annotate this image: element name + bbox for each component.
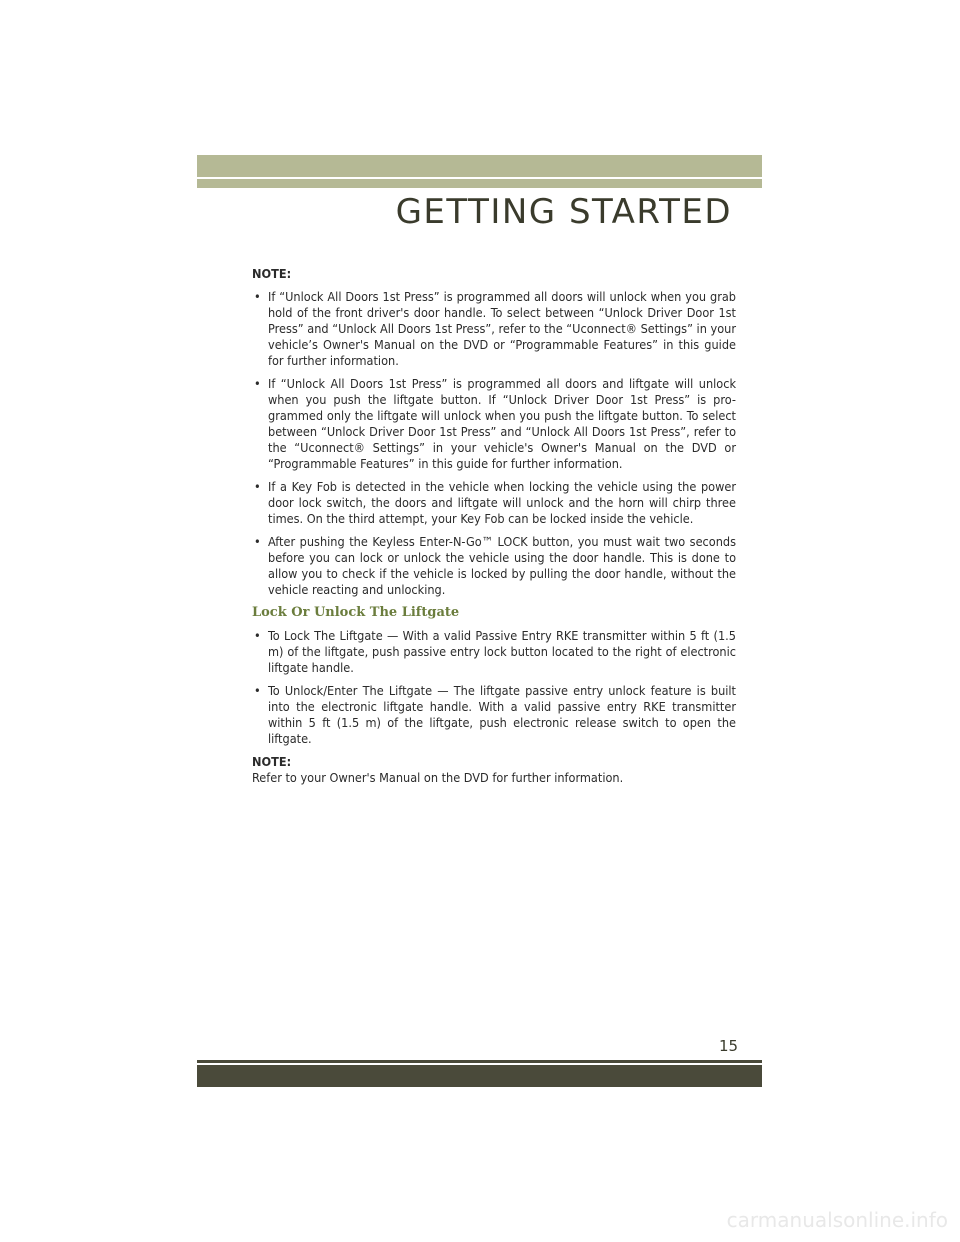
note-bullet-item	[252, 479, 736, 527]
bullet-dot-icon: •	[254, 628, 261, 643]
note-bullet-list	[252, 289, 736, 598]
bullet-text: If “Unlock All Doors 1st Press” is programmed all doors will unlock when you grab hold of the front driver's door handle. To select between “Unlock Driver Door 1st Press” and “Unlock All Doors 1st Press”, refer to the “Uconnect® Settings” in your vehicle’s Owner's Manual on the DVD or “Programmable Features” in this guide for further information.	[268, 289, 736, 368]
liftgate-bullet-item	[252, 628, 736, 676]
footer-rule	[197, 1060, 762, 1063]
note-bullet-item	[252, 534, 736, 598]
page-number: 15	[719, 1037, 739, 1055]
bullet-dot-icon: •	[254, 479, 261, 494]
section-title: GETTING STARTED	[395, 192, 732, 232]
header-band-top	[197, 155, 762, 177]
note-block	[252, 754, 736, 786]
bullet-text: To Unlock/Enter The Liftgate — The liftgate passive entry unlock feature is built into the electronic liftgate handle. With a valid passive entry RKE transmitter within 5 ft (1.5 m) of the liftgate, push electronic release switch to open the liftgate.	[268, 683, 736, 746]
note-label: NOTE:	[252, 754, 292, 769]
note-label: NOTE:	[252, 266, 292, 281]
bullet-dot-icon: •	[254, 683, 261, 698]
note-bullet-item	[252, 376, 736, 472]
bullet-text: After pushing the Keyless Enter-N-Go™ LOCK button, you must wait two seconds before you can lock or unlock the vehicle using the door handle. This is done to allow you to check if the vehicle is locked by pulling the door handle, without the vehicle reacting and unlocking.	[268, 534, 736, 597]
note-bullet-item	[252, 289, 736, 369]
bullet-dot-icon: •	[254, 376, 261, 391]
sub-heading-liftgate: Lock Or Unlock The Liftgate	[252, 605, 460, 620]
footer-band	[197, 1065, 762, 1087]
watermark: carmanualsonline.info	[726, 1208, 948, 1232]
page-content	[252, 266, 736, 786]
note-text: Refer to your Owner's Manual on the DVD for further information.	[252, 770, 624, 785]
bullet-dot-icon: •	[254, 534, 261, 549]
bullet-dot-icon: •	[254, 289, 261, 304]
liftgate-bullet-item	[252, 683, 736, 747]
header-band-bottom	[197, 179, 762, 188]
bullet-text: To Lock The Liftgate — With a valid Passive Entry RKE transmitter within 5 ft (1.5 m) of the liftgate, push passive entry lock button located to the right of electronic liftgate handle.	[268, 628, 736, 675]
bullet-text: If “Unlock All Doors 1st Press” is programmed all doors and liftgate will unlock when you push the liftgate button. If “Unlock Driver Door 1st Press” is pro-grammed only the liftgate will unlock when you push the liftgate button. To select between “Unlock Driver Door 1st Press” and “Unlock All Doors 1st Press”, refer to the “Uconnect® Settings” in your vehicle's Owner's Manual on the DVD or “Programmable Features” in this guide for further information.	[268, 376, 736, 471]
liftgate-bullet-list	[252, 628, 736, 747]
bullet-text: If a Key Fob is detected in the vehicle when locking the vehicle using the power door lock switch, the doors and liftgate will unlock and the horn will chirp three times. On the third attempt, your Key Fob can be locked inside the vehicle.	[268, 479, 736, 526]
